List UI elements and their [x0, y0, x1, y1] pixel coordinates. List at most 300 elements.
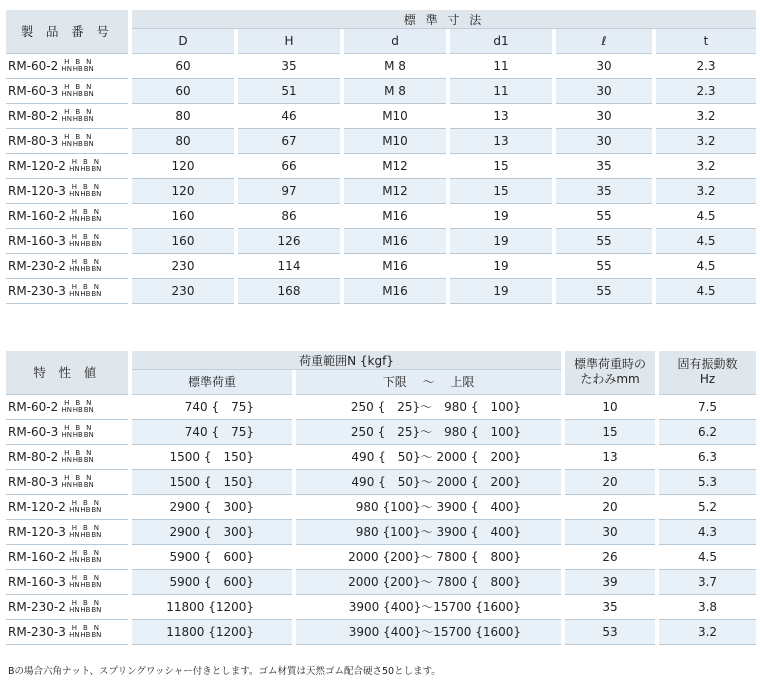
table-row — [6, 469, 756, 494]
variant-suffix-top: N — [93, 623, 100, 632]
variant-suffix-top: N — [93, 232, 100, 241]
variant-suffix-bottom: HN — [69, 164, 80, 173]
variant-suffix-top: B — [82, 623, 88, 632]
variant-suffix — [61, 134, 94, 148]
variant-suffix-bottom: HB — [80, 214, 91, 223]
deflection: 10 — [565, 394, 655, 419]
variant-suffix-top: N — [86, 107, 92, 116]
variant-suffix-top: B — [82, 573, 88, 582]
cell-d: M 8 — [344, 78, 446, 103]
deflection-header-line1: 標準荷重時の — [574, 357, 647, 372]
cell-t: 4.5 — [656, 203, 756, 228]
variant-suffix-bottom: BN — [83, 430, 94, 439]
footnote: Bの場合六角ナット、スプリングワッシャー付きとします。ゴム材質は天然ゴム配合硬さ50とします。 — [8, 666, 441, 677]
variant-suffix-bottom: HB — [72, 64, 83, 73]
variant-suffix-bottom: BN — [83, 114, 94, 123]
variant-suffix-top: B — [75, 107, 81, 116]
variant-suffix-bottom: BN — [83, 455, 94, 464]
model-number — [6, 444, 128, 469]
cell-l: 55 — [556, 253, 652, 278]
cell-H: 66 — [238, 153, 340, 178]
model-number — [6, 394, 128, 419]
variant-suffix-bottom: HN — [61, 89, 73, 98]
model-number — [6, 494, 128, 519]
variant-suffix — [61, 450, 94, 464]
variant-suffix — [69, 209, 102, 223]
standard-load: 11800 {1200} — [132, 619, 292, 644]
variant-suffix-top: B — [82, 523, 88, 532]
model-name: RM-230-2 — [8, 599, 66, 614]
table-row — [6, 544, 756, 569]
natural-frequency: 6.3 — [659, 444, 756, 469]
variant-suffix-top: H — [64, 398, 70, 407]
cell-D: 230 — [132, 278, 234, 303]
variant-suffix-bottom: HN — [69, 555, 80, 564]
table-row — [6, 419, 756, 444]
table-row — [6, 394, 756, 419]
cell-d1: 15 — [450, 153, 552, 178]
deflection: 13 — [565, 444, 655, 469]
cell-d: M16 — [344, 228, 446, 253]
model-number — [6, 178, 128, 203]
variant-suffix-bottom: BN — [91, 189, 102, 198]
variant-suffix-top: H — [64, 473, 70, 482]
cell-l: 35 — [556, 178, 652, 203]
standard-load-header: 標準荷重 — [132, 370, 292, 395]
natural-frequency: 5.3 — [659, 469, 756, 494]
load-range: 980 {100}～ 3900 { 400} — [296, 494, 561, 519]
variant-suffix — [61, 400, 94, 414]
variant-suffix-top: H — [71, 282, 78, 291]
cell-D: 120 — [132, 178, 234, 203]
variant-suffix — [69, 159, 102, 173]
column-header-t: t — [656, 29, 756, 54]
cell-l: 30 — [556, 53, 652, 78]
variant-suffix-bottom: HN — [61, 480, 73, 489]
deflection: 20 — [565, 469, 655, 494]
variant-suffix-top: N — [93, 257, 100, 266]
variant-suffix-bottom: HN — [61, 405, 73, 414]
variant-suffix-top: B — [82, 257, 88, 266]
standard-load: 740 { 75} — [132, 394, 292, 419]
variant-suffix-top: B — [75, 473, 81, 482]
model-name: RM-80-3 — [8, 133, 59, 148]
variant-suffix-bottom: HB — [80, 580, 91, 589]
load-range: 2000 {200}～ 7800 { 800} — [296, 544, 561, 569]
variant-suffix-top: N — [86, 82, 92, 91]
cell-d1: 11 — [450, 53, 552, 78]
variant-suffix-top: B — [82, 498, 88, 507]
variant-suffix-bottom: HB — [80, 264, 91, 273]
table-row — [6, 128, 756, 153]
variant-suffix-top: N — [86, 398, 92, 407]
cell-t: 3.2 — [656, 103, 756, 128]
load-range: 2000 {200}～ 7800 { 800} — [296, 569, 561, 594]
variant-suffix-bottom: HN — [69, 289, 80, 298]
dimensions-table — [6, 10, 756, 304]
variant-suffix-top: H — [71, 498, 78, 507]
variant-suffix-bottom: HN — [69, 239, 80, 248]
model-name: RM-80-3 — [8, 474, 59, 489]
cell-d1: 11 — [450, 78, 552, 103]
natural-frequency: 3.2 — [659, 619, 756, 644]
variant-suffix-top: N — [86, 57, 92, 66]
model-name: RM-120-2 — [8, 158, 66, 173]
variant-suffix-bottom: HN — [61, 114, 73, 123]
cell-D: 160 — [132, 203, 234, 228]
model-name: RM-160-2 — [8, 208, 66, 223]
variant-suffix-bottom: HN — [69, 580, 80, 589]
variant-suffix-bottom: HB — [80, 239, 91, 248]
variant-suffix-bottom: HB — [72, 89, 83, 98]
variant-suffix-bottom: HN — [69, 214, 80, 223]
cell-D: 230 — [132, 253, 234, 278]
model-name: RM-160-3 — [8, 233, 66, 248]
natural-frequency: 3.8 — [659, 594, 756, 619]
variant-suffix-top: H — [71, 598, 78, 607]
cell-d1: 19 — [450, 278, 552, 303]
model-number — [6, 419, 128, 444]
standard-load: 1500 { 150} — [132, 469, 292, 494]
natural-frequency: 4.5 — [659, 544, 756, 569]
variant-suffix-bottom: HB — [72, 114, 83, 123]
natural-frequency: 7.5 — [659, 394, 756, 419]
cell-l: 35 — [556, 153, 652, 178]
load-range: 3900 {400}～15700 {1600} — [296, 619, 561, 644]
cell-H: 86 — [238, 203, 340, 228]
cell-d: M 8 — [344, 53, 446, 78]
cell-l: 55 — [556, 278, 652, 303]
variant-suffix — [69, 550, 102, 564]
cell-H: 67 — [238, 128, 340, 153]
cell-t: 3.2 — [656, 178, 756, 203]
table-row — [6, 203, 756, 228]
natural-frequency-header — [659, 351, 756, 394]
model-name: RM-230-3 — [8, 624, 66, 639]
deflection: 39 — [565, 569, 655, 594]
cell-d: M16 — [344, 203, 446, 228]
variant-suffix-bottom: BN — [83, 89, 94, 98]
model-number — [6, 203, 128, 228]
deflection: 26 — [565, 544, 655, 569]
model-number — [6, 519, 128, 544]
cell-H: 126 — [238, 228, 340, 253]
variant-suffix-bottom: HN — [69, 605, 80, 614]
model-number — [6, 469, 128, 494]
variant-suffix-top: H — [64, 448, 70, 457]
table-row — [6, 519, 756, 544]
variant-suffix — [61, 59, 94, 73]
variant-suffix-top: N — [86, 473, 92, 482]
variant-suffix-bottom: HB — [80, 289, 91, 298]
natural-frequency: 6.2 — [659, 419, 756, 444]
variant-suffix-bottom: HN — [61, 64, 73, 73]
variant-suffix-top: B — [82, 232, 88, 241]
model-name: RM-230-3 — [8, 283, 66, 298]
variant-suffix-bottom: HB — [80, 630, 91, 639]
table-row — [6, 619, 756, 644]
cell-D: 80 — [132, 128, 234, 153]
deflection-header-line2: たわみmm — [580, 372, 640, 387]
variant-suffix-bottom: HB — [80, 164, 91, 173]
variant-suffix-bottom: HN — [61, 455, 73, 464]
deflection: 30 — [565, 519, 655, 544]
variant-suffix-top: B — [82, 282, 88, 291]
table-row — [6, 253, 756, 278]
cell-H: 35 — [238, 53, 340, 78]
column-header-D: D — [132, 29, 234, 54]
table-row — [6, 103, 756, 128]
variant-suffix-top: N — [93, 523, 100, 532]
variant-suffix — [61, 475, 94, 489]
model-number — [6, 569, 128, 594]
variant-suffix-bottom: HB — [80, 530, 91, 539]
variant-suffix-top: H — [71, 182, 78, 191]
table-row — [6, 278, 756, 303]
variant-suffix-bottom: BN — [83, 480, 94, 489]
variant-suffix-bottom: HN — [69, 189, 80, 198]
cell-d1: 19 — [450, 203, 552, 228]
variant-suffix-top: B — [75, 132, 81, 141]
cell-d: M12 — [344, 153, 446, 178]
variant-suffix-bottom: BN — [91, 164, 102, 173]
cell-l: 30 — [556, 103, 652, 128]
model-number — [6, 544, 128, 569]
cell-t: 4.5 — [656, 253, 756, 278]
column-header-d: d — [344, 29, 446, 54]
cell-H: 168 — [238, 278, 340, 303]
variant-suffix-top: N — [93, 573, 100, 582]
standard-load: 1500 { 150} — [132, 444, 292, 469]
table-row — [6, 78, 756, 103]
frequency-header-line1: 固有振動数 — [677, 357, 738, 372]
standard-load: 2900 { 300} — [132, 494, 292, 519]
deflection: 15 — [565, 419, 655, 444]
cell-l: 55 — [556, 228, 652, 253]
variant-suffix-bottom: HB — [80, 605, 91, 614]
cell-d1: 15 — [450, 178, 552, 203]
cell-t: 2.3 — [656, 78, 756, 103]
variant-suffix-top: B — [75, 448, 81, 457]
deflection: 20 — [565, 494, 655, 519]
variant-suffix-bottom: HB — [72, 430, 83, 439]
variant-suffix-top: N — [93, 598, 100, 607]
cell-H: 46 — [238, 103, 340, 128]
variant-suffix-bottom: BN — [91, 214, 102, 223]
variant-suffix-top: H — [71, 232, 78, 241]
cell-d: M16 — [344, 278, 446, 303]
cell-d: M16 — [344, 253, 446, 278]
model-name: RM-160-3 — [8, 574, 66, 589]
variant-suffix-bottom: HN — [61, 430, 73, 439]
cell-d: M12 — [344, 178, 446, 203]
variant-suffix-top: H — [71, 548, 78, 557]
standard-load: 740 { 75} — [132, 419, 292, 444]
variant-suffix-top: B — [82, 548, 88, 557]
deflection-header — [565, 351, 655, 394]
load-range: 490 { 50}～ 2000 { 200} — [296, 444, 561, 469]
table-row — [6, 53, 756, 78]
cell-D: 60 — [132, 53, 234, 78]
variant-suffix — [69, 575, 102, 589]
table-row — [6, 228, 756, 253]
table-row — [6, 444, 756, 469]
variant-suffix — [61, 109, 94, 123]
cell-D: 60 — [132, 78, 234, 103]
variant-suffix-top: N — [86, 423, 92, 432]
variant-suffix-top: N — [93, 182, 100, 191]
variant-suffix — [69, 234, 102, 248]
variant-suffix-top: H — [71, 157, 78, 166]
variant-suffix — [69, 259, 102, 273]
model-name: RM-120-3 — [8, 183, 66, 198]
model-number — [6, 103, 128, 128]
cell-D: 80 — [132, 103, 234, 128]
model-name: RM-160-2 — [8, 549, 66, 564]
variant-suffix — [69, 184, 102, 198]
variant-suffix-top: B — [75, 423, 81, 432]
variant-suffix — [69, 600, 102, 614]
variant-suffix-top: N — [93, 157, 100, 166]
load-range: 250 { 25}～ 980 { 100} — [296, 394, 561, 419]
variant-suffix-bottom: HN — [69, 530, 80, 539]
variant-suffix — [69, 500, 102, 514]
model-name: RM-120-3 — [8, 524, 66, 539]
variant-suffix-bottom: HN — [69, 264, 80, 273]
variant-suffix-top: N — [93, 548, 100, 557]
cell-H: 114 — [238, 253, 340, 278]
frequency-header-line2: Hz — [699, 372, 716, 387]
natural-frequency: 3.7 — [659, 569, 756, 594]
variant-suffix — [61, 84, 94, 98]
model-name: RM-60-3 — [8, 83, 59, 98]
product-number-header: 製 品 番 号 — [6, 10, 128, 53]
variant-suffix-bottom: HB — [80, 555, 91, 564]
model-number — [6, 619, 128, 644]
variant-suffix-bottom: BN — [91, 580, 102, 589]
natural-frequency: 5.2 — [659, 494, 756, 519]
standard-load: 2900 { 300} — [132, 519, 292, 544]
variant-suffix-top: H — [71, 573, 78, 582]
deflection: 35 — [565, 594, 655, 619]
model-name: RM-80-2 — [8, 449, 59, 464]
model-name: RM-60-3 — [8, 424, 59, 439]
variant-suffix-bottom: HN — [61, 139, 73, 148]
variant-suffix-top: B — [82, 182, 88, 191]
variant-suffix-bottom: BN — [91, 605, 102, 614]
table-row — [6, 594, 756, 619]
variant-suffix-top: H — [71, 623, 78, 632]
cell-D: 160 — [132, 228, 234, 253]
column-header-H: H — [238, 29, 340, 54]
characteristics-table — [6, 351, 756, 645]
cell-t: 4.5 — [656, 278, 756, 303]
variant-suffix-bottom: BN — [83, 405, 94, 414]
lower-upper-limit-header: 下限 ～ 上限 — [296, 370, 561, 395]
model-number — [6, 594, 128, 619]
load-range-header: 荷重範囲N {kgf} — [132, 351, 561, 370]
variant-suffix-bottom: BN — [91, 239, 102, 248]
model-name: RM-80-2 — [8, 108, 59, 123]
cell-H: 97 — [238, 178, 340, 203]
variant-suffix — [69, 284, 102, 298]
model-number — [6, 253, 128, 278]
variant-suffix-bottom: HN — [69, 630, 80, 639]
standard-dimensions-header: 標 準 寸 法 — [132, 10, 756, 29]
model-number — [6, 228, 128, 253]
standard-load: 11800 {1200} — [132, 594, 292, 619]
variant-suffix-top: B — [75, 57, 81, 66]
variant-suffix-bottom: HN — [69, 505, 80, 514]
variant-suffix-bottom: HB — [72, 405, 83, 414]
variant-suffix-top: N — [86, 132, 92, 141]
cell-l: 55 — [556, 203, 652, 228]
load-range: 250 { 25}～ 980 { 100} — [296, 419, 561, 444]
cell-t: 4.5 — [656, 228, 756, 253]
table-row — [6, 178, 756, 203]
model-name: RM-230-2 — [8, 258, 66, 273]
standard-load: 5900 { 600} — [132, 544, 292, 569]
column-header-d1: d1 — [450, 29, 552, 54]
cell-H: 51 — [238, 78, 340, 103]
table-row — [6, 153, 756, 178]
variant-suffix-top: N — [93, 498, 100, 507]
variant-suffix — [69, 525, 102, 539]
model-name: RM-120-2 — [8, 499, 66, 514]
model-number — [6, 78, 128, 103]
variant-suffix-bottom: BN — [83, 64, 94, 73]
variant-suffix-bottom: BN — [91, 289, 102, 298]
cell-d1: 19 — [450, 228, 552, 253]
variant-suffix-top: H — [64, 107, 70, 116]
cell-t: 2.3 — [656, 53, 756, 78]
variant-suffix-top: B — [75, 398, 81, 407]
variant-suffix-bottom: BN — [91, 630, 102, 639]
characteristics-header: 特 性 値 — [6, 351, 128, 394]
variant-suffix-top: H — [71, 207, 78, 216]
variant-suffix-bottom: BN — [83, 139, 94, 148]
variant-suffix-top: H — [64, 57, 70, 66]
variant-suffix-bottom: BN — [91, 505, 102, 514]
standard-load: 5900 { 600} — [132, 569, 292, 594]
model-number — [6, 153, 128, 178]
table-row — [6, 569, 756, 594]
variant-suffix-top: N — [93, 282, 100, 291]
variant-suffix — [61, 425, 94, 439]
cell-l: 30 — [556, 78, 652, 103]
variant-suffix-top: H — [71, 523, 78, 532]
variant-suffix-top: N — [86, 448, 92, 457]
model-name: RM-60-2 — [8, 58, 59, 73]
variant-suffix-bottom: HB — [80, 505, 91, 514]
deflection: 53 — [565, 619, 655, 644]
cell-t: 3.2 — [656, 153, 756, 178]
variant-suffix-bottom: HB — [72, 480, 83, 489]
cell-d1: 19 — [450, 253, 552, 278]
model-number — [6, 53, 128, 78]
cell-d1: 13 — [450, 128, 552, 153]
cell-l: 30 — [556, 128, 652, 153]
column-header-l: ℓ — [556, 29, 652, 54]
variant-suffix-top: B — [75, 82, 81, 91]
variant-suffix-bottom: HB — [72, 455, 83, 464]
model-number — [6, 278, 128, 303]
model-number — [6, 128, 128, 153]
cell-d: M10 — [344, 103, 446, 128]
load-range: 3900 {400}～15700 {1600} — [296, 594, 561, 619]
variant-suffix-bottom: BN — [91, 555, 102, 564]
variant-suffix-top: H — [64, 82, 70, 91]
